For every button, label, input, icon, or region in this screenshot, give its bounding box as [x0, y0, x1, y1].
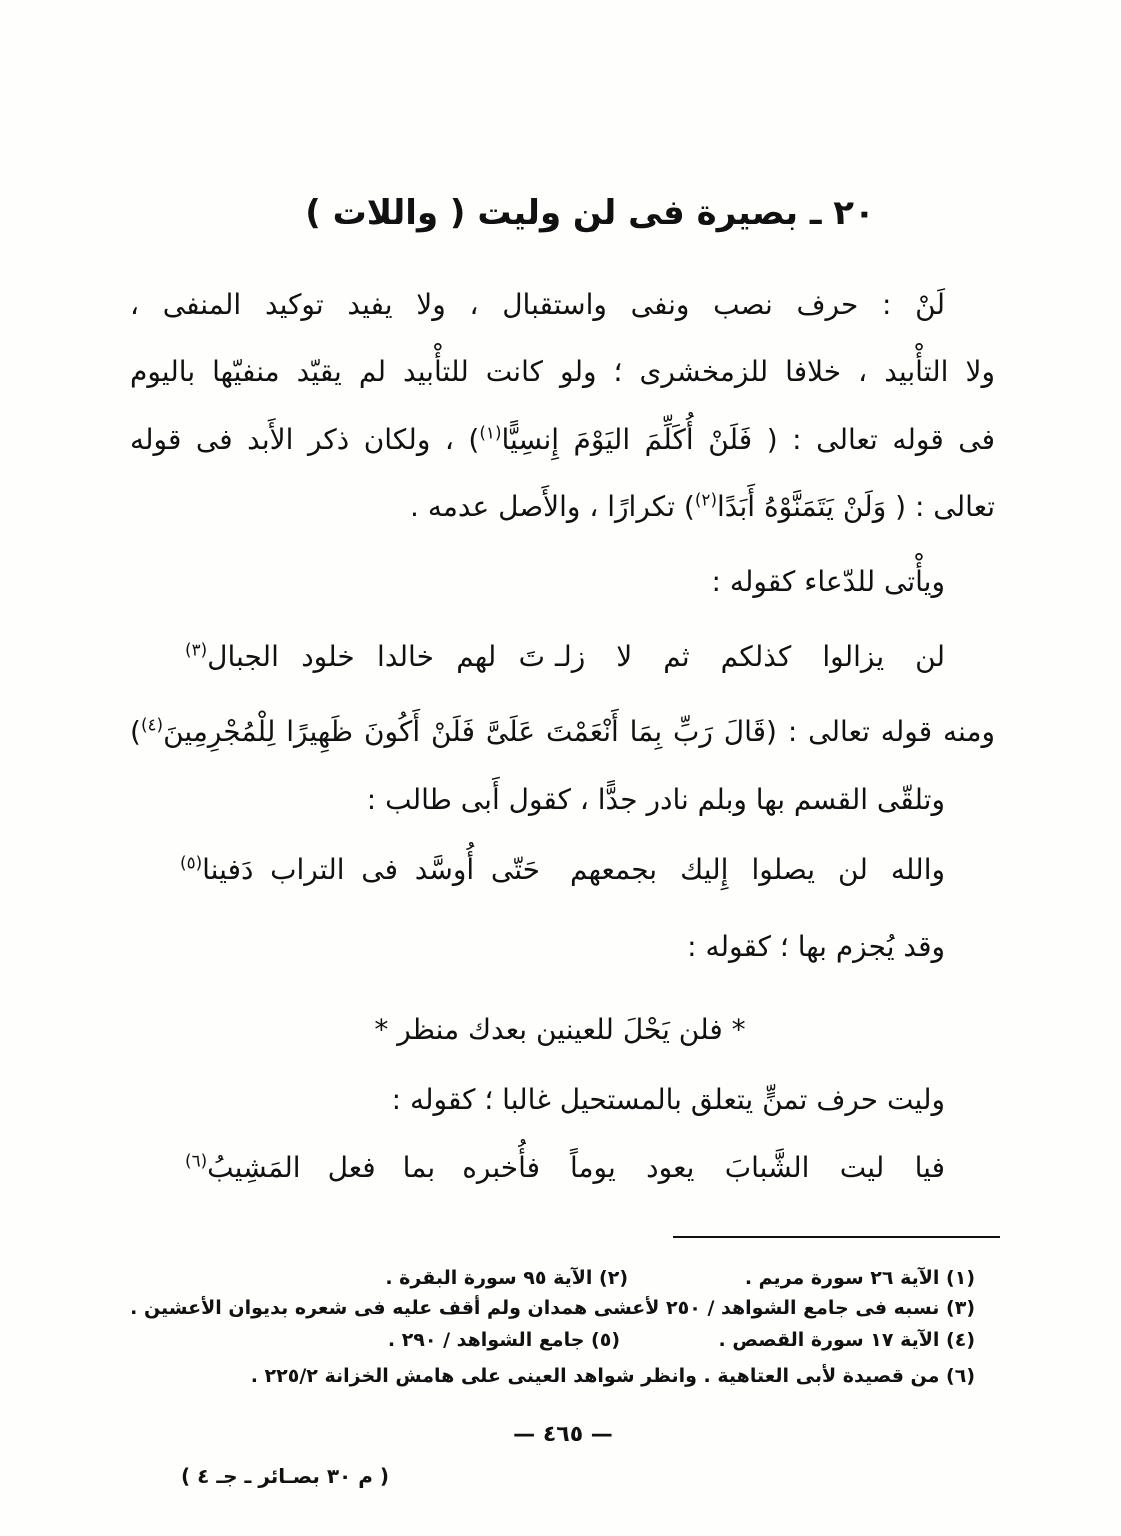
footnote-6: (٦) من قصيدة لأبى العتاهية . وانظر شواهد العينى على هامش الخزانة ٢٢٥/٢ .: [250, 1365, 975, 1387]
verse-1-second-hemistich: [185, 632, 545, 682]
paragraph-1-line-2: ولا التأْبيد ، خلافا للزمخشرى ؛ ولو كانت للتأْبيد لم يقيّد منفيّها باليوم: [130, 355, 995, 388]
paragraph-1-line-1: لَنْ : حرف نصب ونفى واستقبال ، ولا يفيد توكيد المنفى ،: [130, 288, 945, 321]
footnote-ref-1: (١): [479, 422, 502, 443]
footnote-1: (١) الآية ٢٦ سورة مريم .: [744, 1267, 975, 1289]
footnote-ref-3: (٣): [185, 639, 208, 660]
quran-quote-line: [130, 707, 995, 757]
single-hemistich: * فلن يَحْلَ للعينين بعدك منظر *: [374, 1013, 746, 1046]
line-4-text-after: ) تكرارًا ، والأَصل عدمه .: [410, 490, 695, 523]
paragraph-1-line-4: [130, 482, 995, 532]
footnote-2: (٢) الآية ٩٥ سورة البقرة .: [385, 1267, 628, 1289]
verse-3-second-text: فأُخبره بما فعل المَشِيبُ: [207, 1151, 540, 1184]
article-heading: ٢٠ ـ بصيرة فى لن وليت ( واللات ): [305, 193, 875, 233]
layta-intro-line: وليت حرف تمنٍّ يتعلق بالمستحيل غالبا ؛ كقوله :: [391, 1083, 945, 1116]
footnote-ref-5: (٥): [180, 852, 203, 873]
footnote-4: (٤) الآية ١٧ سورة القصص .: [718, 1329, 975, 1351]
verse-2-first-hemistich: والله لن يصلوا إِليك بجمعهم: [570, 853, 945, 886]
verse-1-second-text: تَ لهم خالدا خلود الجبال: [207, 640, 545, 673]
footnote-3: (٣) نسبه فى جامع الشواهد / ٢٥٠ لأعشى همدان ولم أقف عليه فى شعره بديوان الأعشين .: [130, 1297, 975, 1319]
paragraph-1-line-3: [130, 415, 995, 465]
page-number: — ٤٦٥ —: [513, 1422, 613, 1447]
jazm-intro-line: وقد يُجزم بها ؛ كقوله :: [687, 930, 945, 963]
verse-3-first-hemistich: فيا ليت الشَّبابَ يعود يوماً: [570, 1151, 945, 1184]
footnote-5: (٥) جامع الشواهد / ٢٩٠ .: [387, 1329, 620, 1351]
verse-3-second-hemistich: [185, 1143, 540, 1193]
quran-quote-close: ): [130, 715, 141, 748]
footnote-ref-2: (٢): [694, 489, 717, 510]
oath-intro-line: وتلقّى القسم بها وبلم نادر جدًّا ، كقول أَبى طالب :: [366, 783, 945, 816]
quran-quote-text: ومنه قوله تعالى : (قَالَ رَبِّ بِمَا أَنْعَمْتَ عَلَىَّ فَلَنْ أَكُونَ ظَهِيرًا لِلْمُجْرِمِينَ: [163, 715, 995, 748]
verse-2-second-hemistich: [180, 845, 540, 895]
line-3-text-after: ) ، ولكان ذكر الأَبد فى قوله: [130, 423, 480, 456]
footnote-ref-6: (٦): [185, 1150, 208, 1171]
verse-2-second-text: حَتّى أُوسَّد فى التراب دَفينا: [202, 853, 540, 886]
footnote-separator: [673, 1236, 1000, 1238]
dua-intro-line: ويأْتى للدّعاء كقوله :: [711, 565, 945, 598]
printer-signature: ( م ٣٠ بصـائر ـ جـ ٤ ): [181, 1464, 389, 1488]
line-4-text-before: تعالى : ( وَلَنْ يَتَمَنَّوْهُ أَبَدًا: [717, 490, 995, 523]
footnote-ref-4: (٤): [140, 714, 164, 735]
line-3-text-before: فى قوله تعالى : ( فَلَنْ أُكَلِّمَ اليَوْمَ إِنسِيًّا: [501, 423, 995, 456]
verse-1-first-hemistich: لن يزالوا كذلكم ثم لا زلـ: [555, 640, 945, 673]
